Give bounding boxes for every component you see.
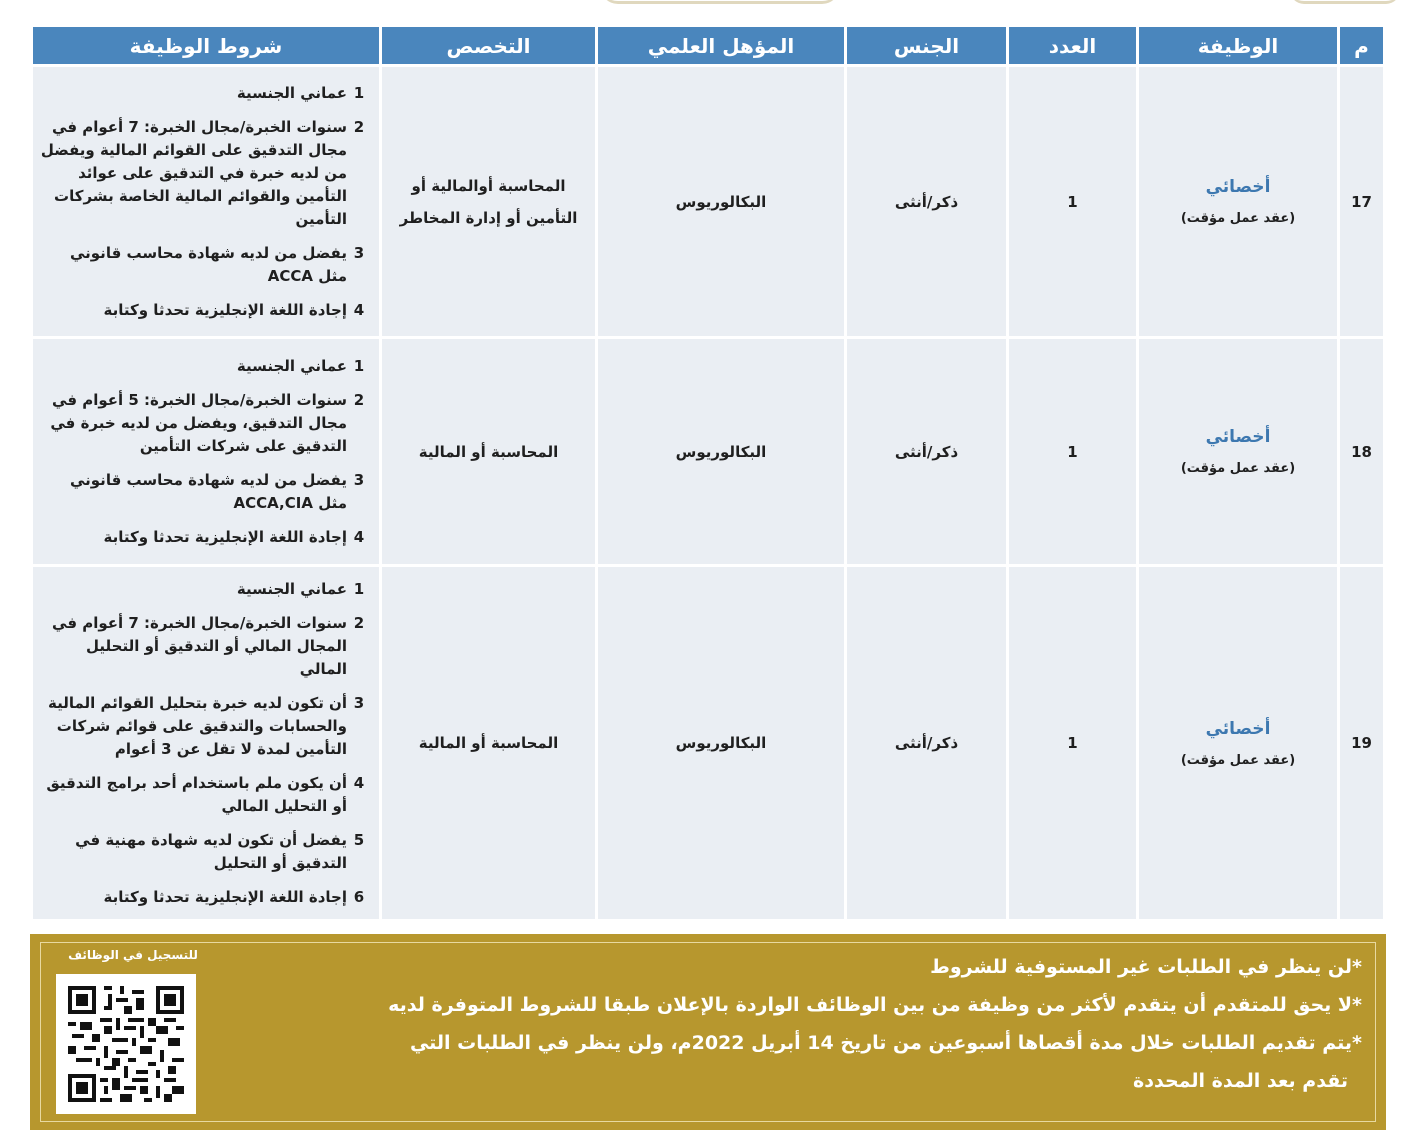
contract-type: (عقد عمل مؤقت) [1180, 211, 1296, 226]
condition-number: 1 [353, 356, 365, 375]
qualification-cell: البكالوريوس [598, 64, 844, 336]
count-cell: 1 [1009, 64, 1136, 336]
list-item [39, 116, 369, 231]
list-item [39, 886, 369, 909]
gender-cell: ذكر/أنثى [847, 64, 1006, 336]
condition-number: 4 [353, 300, 365, 319]
job-title: أخصائي [1205, 718, 1271, 739]
list-item [39, 578, 369, 601]
condition-text: أن تكون لديه خبرة بتحليل القوائم المالية والحسابات والتدقيق على قوائم شركات التأمين لمدة لا تقل عن 3 أعوام [47, 693, 347, 758]
table-header-row [33, 27, 1383, 64]
header-specialization: التخصص [382, 27, 595, 64]
table-row [33, 64, 1383, 336]
qualification-cell: البكالوريوس [598, 564, 844, 919]
conditions-list [39, 355, 369, 549]
condition-text: سنوات الخبرة/مجال الخبرة: 7 أعوام في المجال المالي أو التدقيق أو التحليل المالي [52, 613, 347, 678]
condition-number: 1 [353, 579, 365, 598]
row-number: 17 [1340, 64, 1383, 336]
condition-text: إجادة اللغة الإنجليزية تحدثا وكتابة [103, 887, 347, 906]
condition-text: أن يكون ملم باستخدام أحد برامج التدقيق أو التحليل المالي [46, 773, 347, 815]
condition-number: 3 [353, 470, 365, 489]
list-item [39, 829, 369, 875]
list-item [39, 355, 369, 378]
list-item [39, 299, 369, 322]
list-item [39, 692, 369, 761]
specialization-text: المحاسبة أو المالية [418, 442, 559, 461]
table-row [33, 336, 1383, 564]
header-job: الوظيفة [1139, 27, 1337, 64]
note-single-job: *لا يحق للمتقدم أن يتقدم لأكثر من وظيفة من بين الوظائف الواردة بالإعلان طبقا للشروط المتوفرة لديه [388, 994, 1362, 1016]
condition-text: سنوات الخبرة/مجال الخبرة: 7 أعوام في مجال التدقيق على القوائم المالية ويفضل من لديه خبرة في التدقيق على عوائد التأمين والقوائم المالية الخاصة بشركات التأمين [40, 117, 347, 228]
job-title: أخصائي [1205, 177, 1271, 197]
header-conditions: شروط الوظيفة [33, 27, 379, 64]
job-title: أخصائي [1205, 427, 1271, 447]
list-item [39, 469, 369, 515]
conditions-cell [33, 336, 379, 564]
list-item [39, 82, 369, 105]
condition-number: 4 [353, 773, 365, 792]
decorative-arc-right [1290, 0, 1400, 4]
job-cell [1139, 336, 1337, 564]
condition-number: 2 [353, 613, 365, 632]
qr-code[interactable] [56, 974, 196, 1114]
jobs-table [30, 27, 1386, 919]
conditions-cell [33, 64, 379, 336]
specialization-cell [382, 64, 595, 336]
condition-text: عماني الجنسية [236, 356, 347, 375]
notice-notes [282, 948, 1362, 1100]
specialization-text: المحاسبة أو المالية [418, 734, 559, 752]
gender-cell: ذكر/أنثى [847, 336, 1006, 564]
condition-text: إجادة اللغة الإنجليزية تحدثا وكتابة [103, 527, 347, 546]
specialization-cell [382, 336, 595, 564]
condition-text: يفضل من لديه شهادة محاسب قانوني مثل ACCA [69, 243, 347, 285]
condition-number: 2 [353, 117, 365, 136]
gender-cell: ذكر/أنثى [847, 564, 1006, 919]
header-count: العدد [1009, 27, 1136, 64]
qr-code-icon [68, 986, 184, 1102]
condition-text: عماني الجنسية [236, 83, 347, 102]
condition-text: يفضل أن تكون لديه شهادة مهنية في التدقيق أو التحليل [75, 830, 347, 872]
contract-type: (عقد عمل مؤقت) [1180, 461, 1296, 476]
job-cell [1139, 564, 1337, 919]
condition-number: 4 [353, 527, 365, 546]
condition-number: 1 [353, 83, 365, 102]
note-deadline-continued: تقدم بعد المدة المحددة [1133, 1070, 1348, 1092]
notice-panel [30, 934, 1386, 1130]
header-gender: الجنس [847, 27, 1006, 64]
list-item [39, 526, 369, 549]
contract-type: (عقد عمل مؤقت) [1180, 752, 1296, 768]
list-item [39, 242, 369, 288]
condition-number: 5 [353, 830, 365, 849]
list-item [39, 612, 369, 681]
count-cell: 1 [1009, 336, 1136, 564]
condition-number: 3 [353, 693, 365, 712]
row-number: 19 [1340, 564, 1383, 919]
note-incomplete-applications: *لن ينظر في الطلبات غير المستوفية للشروط [930, 956, 1362, 978]
condition-text: عماني الجنسية [236, 579, 347, 598]
decorative-arc [600, 0, 840, 4]
qualification-cell: البكالوريوس [598, 336, 844, 564]
condition-text: سنوات الخبرة/مجال الخبرة: 5 أعوام في مجال التدقيق، ويفضل من لديه خبرة في التدقيق على شركات التأمين [50, 390, 347, 455]
count-cell: 1 [1009, 564, 1136, 919]
specialization-text: المحاسبة أوالمالية أو التأمين أو إدارة المخاطر [399, 176, 578, 227]
table-row [33, 564, 1383, 919]
condition-text: إجادة اللغة الإنجليزية تحدثا وكتابة [103, 300, 347, 319]
specialization-cell [382, 564, 595, 919]
row-number: 18 [1340, 336, 1383, 564]
conditions-list [39, 82, 369, 322]
condition-number: 3 [353, 243, 365, 262]
condition-number: 2 [353, 390, 365, 409]
list-item [39, 772, 369, 818]
qr-label: للتسجيل في الوظائف [68, 948, 198, 962]
header-qualification: المؤهل العلمي [598, 27, 844, 64]
condition-number: 6 [353, 887, 365, 906]
note-deadline: *يتم تقديم الطلبات خلال مدة أقصاها أسبوعين من تاريخ 14 أبريل 2022م، ولن ينظر في الطلبات التي [409, 1032, 1362, 1054]
header-no: م [1340, 27, 1383, 64]
list-item [39, 389, 369, 458]
conditions-list [39, 578, 369, 909]
conditions-cell [33, 564, 379, 919]
condition-text: يفضل من لديه شهادة محاسب قانوني مثل ACCA,CIA [69, 470, 347, 512]
job-cell [1139, 64, 1337, 336]
